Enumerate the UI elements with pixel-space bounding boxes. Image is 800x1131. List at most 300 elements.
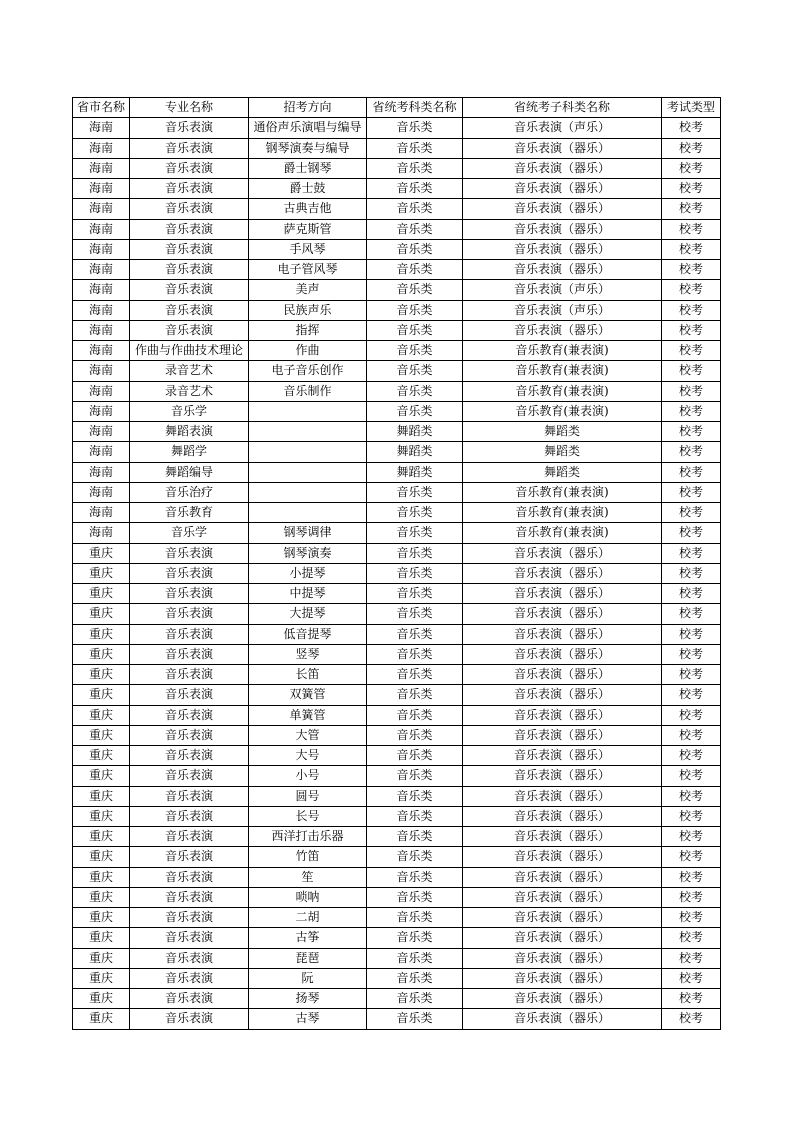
- cell-exam-category: 音乐类: [367, 604, 463, 624]
- cell-province: 海南: [73, 260, 130, 280]
- cell-major: 音乐表演: [130, 199, 249, 219]
- cell-exam-subcategory: 音乐表演（声乐）: [463, 118, 662, 138]
- cell-major: 音乐表演: [130, 644, 249, 664]
- cell-exam-category: 音乐类: [367, 563, 463, 583]
- cell-exam-category: 音乐类: [367, 867, 463, 887]
- cell-exam-subcategory: 音乐教育(兼表演): [463, 503, 662, 523]
- cell-major: 音乐表演: [130, 867, 249, 887]
- cell-direction: 中提琴: [249, 584, 367, 604]
- cell-province: 重庆: [73, 563, 130, 583]
- cell-exam-type: 校考: [662, 422, 721, 442]
- cell-major: 音乐表演: [130, 806, 249, 826]
- cell-exam-subcategory: 音乐表演（器乐）: [463, 219, 662, 239]
- table-row: [73, 604, 721, 624]
- cell-exam-subcategory: 音乐表演（器乐）: [463, 624, 662, 644]
- header-row: [73, 98, 721, 118]
- cell-province: 重庆: [73, 584, 130, 604]
- cell-direction: 萨克斯管: [249, 219, 367, 239]
- cell-province: 海南: [73, 482, 130, 502]
- table-body: [73, 118, 721, 1029]
- cell-exam-type: 校考: [662, 725, 721, 745]
- cell-direction: [249, 482, 367, 502]
- table-row: [73, 462, 721, 482]
- cell-exam-subcategory: 音乐表演（器乐）: [463, 928, 662, 948]
- cell-exam-type: 校考: [662, 158, 721, 178]
- table-row: [73, 118, 721, 138]
- cell-exam-type: 校考: [662, 908, 721, 928]
- cell-exam-type: 校考: [662, 827, 721, 847]
- cell-major: 音乐学: [130, 523, 249, 543]
- cell-direction: 通俗声乐演唱与编导: [249, 118, 367, 138]
- cell-major: 音乐表演: [130, 705, 249, 725]
- cell-direction: 音乐制作: [249, 381, 367, 401]
- cell-direction: 单簧管: [249, 705, 367, 725]
- cell-exam-category: 音乐类: [367, 584, 463, 604]
- cell-exam-category: 音乐类: [367, 624, 463, 644]
- cell-province: 海南: [73, 503, 130, 523]
- cell-exam-subcategory: 音乐表演（器乐）: [463, 685, 662, 705]
- cell-exam-subcategory: 音乐表演（器乐）: [463, 725, 662, 745]
- cell-exam-subcategory: 音乐表演（器乐）: [463, 766, 662, 786]
- cell-exam-subcategory: 音乐表演（器乐）: [463, 806, 662, 826]
- cell-exam-type: 校考: [662, 118, 721, 138]
- cell-major: 音乐表演: [130, 543, 249, 563]
- cell-exam-type: 校考: [662, 887, 721, 907]
- cell-exam-type: 校考: [662, 179, 721, 199]
- table-row: [73, 341, 721, 361]
- cell-direction: 大管: [249, 725, 367, 745]
- cell-major: 音乐表演: [130, 624, 249, 644]
- cell-exam-subcategory: 音乐表演（器乐）: [463, 887, 662, 907]
- cell-direction: [249, 442, 367, 462]
- cell-major: 作曲与作曲技术理论: [130, 341, 249, 361]
- cell-direction: 爵士钢琴: [249, 158, 367, 178]
- cell-exam-type: 校考: [662, 462, 721, 482]
- cell-major: 录音艺术: [130, 361, 249, 381]
- cell-province: 重庆: [73, 786, 130, 806]
- cell-exam-subcategory: 音乐教育(兼表演): [463, 361, 662, 381]
- cell-major: 音乐表演: [130, 948, 249, 968]
- cell-direction: 爵士鼓: [249, 179, 367, 199]
- cell-exam-type: 校考: [662, 806, 721, 826]
- cell-province: 海南: [73, 280, 130, 300]
- cell-exam-subcategory: 音乐表演（器乐）: [463, 260, 662, 280]
- table-row: [73, 523, 721, 543]
- cell-major: 音乐学: [130, 401, 249, 421]
- table-row: [73, 705, 721, 725]
- table-row: [73, 989, 721, 1009]
- cell-province: 重庆: [73, 928, 130, 948]
- cell-province: 重庆: [73, 887, 130, 907]
- cell-exam-category: 音乐类: [367, 158, 463, 178]
- header-exam-type: 考试类型: [662, 98, 721, 118]
- table-row: [73, 786, 721, 806]
- cell-major: 音乐表演: [130, 766, 249, 786]
- cell-major: 音乐表演: [130, 847, 249, 867]
- cell-exam-type: 校考: [662, 948, 721, 968]
- cell-exam-category: 音乐类: [367, 644, 463, 664]
- table-row: [73, 280, 721, 300]
- cell-province: 重庆: [73, 624, 130, 644]
- cell-exam-type: 校考: [662, 685, 721, 705]
- cell-major: 音乐表演: [130, 239, 249, 259]
- cell-exam-type: 校考: [662, 442, 721, 462]
- cell-major: 舞蹈表演: [130, 422, 249, 442]
- cell-major: 音乐表演: [130, 725, 249, 745]
- cell-province: 重庆: [73, 665, 130, 685]
- cell-exam-category: 音乐类: [367, 503, 463, 523]
- cell-direction: 古琴: [249, 1009, 367, 1029]
- cell-major: 音乐表演: [130, 138, 249, 158]
- cell-direction: 钢琴演奏与编导: [249, 138, 367, 158]
- cell-direction: [249, 503, 367, 523]
- cell-exam-subcategory: 音乐表演（声乐）: [463, 280, 662, 300]
- cell-exam-category: 音乐类: [367, 887, 463, 907]
- table-row: [73, 766, 721, 786]
- cell-major: 音乐表演: [130, 563, 249, 583]
- table-row: [73, 158, 721, 178]
- cell-major: 音乐表演: [130, 158, 249, 178]
- cell-exam-subcategory: 音乐表演（器乐）: [463, 320, 662, 340]
- cell-exam-type: 校考: [662, 867, 721, 887]
- cell-direction: 钢琴调律: [249, 523, 367, 543]
- cell-direction: 圆号: [249, 786, 367, 806]
- cell-exam-type: 校考: [662, 199, 721, 219]
- cell-direction: 小提琴: [249, 563, 367, 583]
- table-row: [73, 847, 721, 867]
- table-row: [73, 968, 721, 988]
- cell-exam-type: 校考: [662, 341, 721, 361]
- cell-direction: 电子音乐创作: [249, 361, 367, 381]
- cell-major: 音乐表演: [130, 786, 249, 806]
- table-row: [73, 1009, 721, 1029]
- cell-province: 海南: [73, 199, 130, 219]
- cell-province: 海南: [73, 179, 130, 199]
- cell-major: 音乐教育: [130, 503, 249, 523]
- cell-direction: [249, 462, 367, 482]
- table-row: [73, 725, 721, 745]
- cell-major: 音乐表演: [130, 989, 249, 1009]
- header-direction: 招考方向: [249, 98, 367, 118]
- cell-exam-category: 音乐类: [367, 948, 463, 968]
- cell-province: 重庆: [73, 989, 130, 1009]
- cell-exam-type: 校考: [662, 1009, 721, 1029]
- cell-direction: 扬琴: [249, 989, 367, 1009]
- cell-exam-category: 音乐类: [367, 239, 463, 259]
- cell-exam-type: 校考: [662, 928, 721, 948]
- table-row: [73, 806, 721, 826]
- cell-province: 海南: [73, 300, 130, 320]
- cell-direction: 长号: [249, 806, 367, 826]
- cell-province: 重庆: [73, 948, 130, 968]
- cell-exam-category: 音乐类: [367, 118, 463, 138]
- table-row: [73, 827, 721, 847]
- cell-direction: 笙: [249, 867, 367, 887]
- cell-exam-subcategory: 音乐表演（器乐）: [463, 968, 662, 988]
- admissions-table-sheet: [72, 97, 720, 1030]
- table-row: [73, 503, 721, 523]
- cell-province: 海南: [73, 462, 130, 482]
- table-row: [73, 260, 721, 280]
- table-row: [73, 665, 721, 685]
- cell-exam-subcategory: 音乐表演（器乐）: [463, 239, 662, 259]
- cell-province: 海南: [73, 219, 130, 239]
- cell-exam-subcategory: 音乐表演（器乐）: [463, 644, 662, 664]
- cell-exam-subcategory: 音乐表演（器乐）: [463, 158, 662, 178]
- cell-exam-category: 音乐类: [367, 1009, 463, 1029]
- table-row: [73, 422, 721, 442]
- table-row: [73, 644, 721, 664]
- cell-exam-category: 音乐类: [367, 968, 463, 988]
- cell-province: 海南: [73, 320, 130, 340]
- table-row: [73, 199, 721, 219]
- cell-province: 海南: [73, 422, 130, 442]
- table-row: [73, 948, 721, 968]
- cell-major: 音乐表演: [130, 584, 249, 604]
- cell-major: 录音艺术: [130, 381, 249, 401]
- cell-exam-type: 校考: [662, 503, 721, 523]
- cell-direction: 阮: [249, 968, 367, 988]
- cell-major: 音乐表演: [130, 746, 249, 766]
- cell-exam-subcategory: 音乐教育(兼表演): [463, 523, 662, 543]
- cell-exam-type: 校考: [662, 766, 721, 786]
- cell-exam-category: 音乐类: [367, 260, 463, 280]
- cell-province: 重庆: [73, 908, 130, 928]
- cell-direction: 二胡: [249, 908, 367, 928]
- cell-exam-subcategory: 音乐表演（器乐）: [463, 746, 662, 766]
- cell-exam-subcategory: 舞蹈类: [463, 462, 662, 482]
- cell-exam-category: 音乐类: [367, 219, 463, 239]
- cell-exam-category: 音乐类: [367, 827, 463, 847]
- table-row: [73, 442, 721, 462]
- cell-exam-category: 音乐类: [367, 138, 463, 158]
- cell-exam-subcategory: 音乐表演（器乐）: [463, 563, 662, 583]
- cell-exam-type: 校考: [662, 665, 721, 685]
- table-row: [73, 138, 721, 158]
- cell-major: 音乐表演: [130, 908, 249, 928]
- cell-province: 重庆: [73, 968, 130, 988]
- cell-major: 音乐表演: [130, 887, 249, 907]
- cell-direction: 西洋打击乐器: [249, 827, 367, 847]
- cell-direction: 古筝: [249, 928, 367, 948]
- cell-major: 音乐表演: [130, 179, 249, 199]
- cell-province: 海南: [73, 523, 130, 543]
- cell-exam-category: 音乐类: [367, 199, 463, 219]
- cell-major: 音乐表演: [130, 665, 249, 685]
- cell-major: 音乐表演: [130, 219, 249, 239]
- cell-exam-type: 校考: [662, 523, 721, 543]
- cell-major: 音乐表演: [130, 928, 249, 948]
- cell-exam-category: 音乐类: [367, 543, 463, 563]
- cell-exam-subcategory: 音乐表演（器乐）: [463, 989, 662, 1009]
- cell-exam-category: 舞蹈类: [367, 462, 463, 482]
- cell-direction: 唢呐: [249, 887, 367, 907]
- cell-major: 音乐表演: [130, 968, 249, 988]
- cell-exam-type: 校考: [662, 746, 721, 766]
- cell-major: 音乐表演: [130, 604, 249, 624]
- cell-province: 海南: [73, 381, 130, 401]
- cell-exam-category: 音乐类: [367, 179, 463, 199]
- header-province: 省市名称: [73, 98, 130, 118]
- cell-exam-type: 校考: [662, 138, 721, 158]
- cell-province: 重庆: [73, 725, 130, 745]
- cell-direction: 民族声乐: [249, 300, 367, 320]
- cell-province: 重庆: [73, 766, 130, 786]
- cell-exam-type: 校考: [662, 604, 721, 624]
- cell-province: 重庆: [73, 604, 130, 624]
- table-row: [73, 239, 721, 259]
- cell-exam-category: 音乐类: [367, 806, 463, 826]
- cell-exam-category: 音乐类: [367, 361, 463, 381]
- table-row: [73, 887, 721, 907]
- cell-province: 海南: [73, 138, 130, 158]
- cell-exam-category: 舞蹈类: [367, 442, 463, 462]
- cell-exam-subcategory: 音乐表演（声乐）: [463, 300, 662, 320]
- cell-major: 音乐表演: [130, 1009, 249, 1029]
- cell-exam-type: 校考: [662, 260, 721, 280]
- cell-exam-category: 音乐类: [367, 320, 463, 340]
- cell-province: 海南: [73, 442, 130, 462]
- cell-direction: 双簧管: [249, 685, 367, 705]
- table-row: [73, 867, 721, 887]
- cell-exam-type: 校考: [662, 361, 721, 381]
- cell-major: 音乐表演: [130, 260, 249, 280]
- cell-exam-type: 校考: [662, 705, 721, 725]
- cell-direction: 小号: [249, 766, 367, 786]
- cell-exam-type: 校考: [662, 320, 721, 340]
- cell-province: 重庆: [73, 1009, 130, 1029]
- cell-direction: 美声: [249, 280, 367, 300]
- header-exam-subcategory: 省统考子科类名称: [463, 98, 662, 118]
- cell-province: 海南: [73, 361, 130, 381]
- table-row: [73, 908, 721, 928]
- cell-exam-category: 舞蹈类: [367, 422, 463, 442]
- cell-province: 海南: [73, 239, 130, 259]
- cell-major: 音乐表演: [130, 118, 249, 138]
- cell-exam-type: 校考: [662, 563, 721, 583]
- admissions-table: [72, 97, 721, 1030]
- cell-exam-type: 校考: [662, 989, 721, 1009]
- table-row: [73, 685, 721, 705]
- cell-exam-category: 音乐类: [367, 401, 463, 421]
- cell-exam-category: 音乐类: [367, 381, 463, 401]
- cell-exam-category: 音乐类: [367, 665, 463, 685]
- cell-exam-category: 音乐类: [367, 847, 463, 867]
- table-row: [73, 320, 721, 340]
- cell-exam-category: 音乐类: [367, 908, 463, 928]
- table-row: [73, 482, 721, 502]
- cell-exam-type: 校考: [662, 847, 721, 867]
- cell-exam-subcategory: 音乐教育(兼表演): [463, 341, 662, 361]
- cell-exam-type: 校考: [662, 381, 721, 401]
- cell-exam-category: 音乐类: [367, 989, 463, 1009]
- table-row: [73, 300, 721, 320]
- cell-exam-type: 校考: [662, 968, 721, 988]
- cell-exam-subcategory: 音乐表演（器乐）: [463, 604, 662, 624]
- cell-major: 音乐表演: [130, 685, 249, 705]
- cell-exam-category: 音乐类: [367, 746, 463, 766]
- cell-exam-subcategory: 音乐表演（器乐）: [463, 705, 662, 725]
- cell-direction: 低音提琴: [249, 624, 367, 644]
- cell-exam-type: 校考: [662, 786, 721, 806]
- cell-province: 重庆: [73, 867, 130, 887]
- table-row: [73, 584, 721, 604]
- cell-exam-category: 音乐类: [367, 523, 463, 543]
- cell-exam-subcategory: 音乐教育(兼表演): [463, 381, 662, 401]
- cell-exam-subcategory: 音乐表演（器乐）: [463, 867, 662, 887]
- table-row: [73, 624, 721, 644]
- table-row: [73, 179, 721, 199]
- cell-exam-subcategory: 舞蹈类: [463, 442, 662, 462]
- cell-direction: 长笛: [249, 665, 367, 685]
- cell-direction: 竹笛: [249, 847, 367, 867]
- cell-exam-subcategory: 音乐表演（器乐）: [463, 827, 662, 847]
- cell-major: 音乐表演: [130, 280, 249, 300]
- table-row: [73, 219, 721, 239]
- cell-direction: [249, 422, 367, 442]
- cell-province: 海南: [73, 341, 130, 361]
- cell-exam-type: 校考: [662, 219, 721, 239]
- cell-exam-type: 校考: [662, 482, 721, 502]
- table-header: [73, 98, 721, 118]
- cell-exam-type: 校考: [662, 280, 721, 300]
- cell-exam-subcategory: 音乐表演（器乐）: [463, 138, 662, 158]
- cell-province: 重庆: [73, 685, 130, 705]
- cell-province: 重庆: [73, 827, 130, 847]
- cell-province: 重庆: [73, 847, 130, 867]
- cell-major: 音乐治疗: [130, 482, 249, 502]
- table-row: [73, 746, 721, 766]
- cell-major: 音乐表演: [130, 300, 249, 320]
- cell-exam-subcategory: 音乐表演（器乐）: [463, 543, 662, 563]
- cell-province: 海南: [73, 118, 130, 138]
- cell-exam-type: 校考: [662, 624, 721, 644]
- cell-exam-subcategory: 音乐教育(兼表演): [463, 401, 662, 421]
- cell-exam-type: 校考: [662, 543, 721, 563]
- cell-province: 重庆: [73, 705, 130, 725]
- cell-direction: 古典吉他: [249, 199, 367, 219]
- cell-direction: 钢琴演奏: [249, 543, 367, 563]
- cell-exam-category: 音乐类: [367, 786, 463, 806]
- cell-province: 重庆: [73, 543, 130, 563]
- cell-exam-subcategory: 音乐教育(兼表演): [463, 482, 662, 502]
- cell-exam-category: 音乐类: [367, 300, 463, 320]
- cell-exam-type: 校考: [662, 239, 721, 259]
- header-major: 专业名称: [130, 98, 249, 118]
- cell-exam-subcategory: 音乐表演（器乐）: [463, 1009, 662, 1029]
- cell-exam-category: 音乐类: [367, 705, 463, 725]
- cell-exam-subcategory: 音乐表演（器乐）: [463, 908, 662, 928]
- cell-exam-subcategory: 音乐表演（器乐）: [463, 199, 662, 219]
- cell-exam-type: 校考: [662, 401, 721, 421]
- cell-province: 重庆: [73, 746, 130, 766]
- cell-exam-subcategory: 音乐表演（器乐）: [463, 786, 662, 806]
- table-row: [73, 563, 721, 583]
- cell-province: 重庆: [73, 806, 130, 826]
- cell-exam-subcategory: 音乐表演（器乐）: [463, 584, 662, 604]
- cell-direction: 手风琴: [249, 239, 367, 259]
- cell-direction: 琵琶: [249, 948, 367, 968]
- cell-exam-category: 音乐类: [367, 766, 463, 786]
- cell-exam-subcategory: 音乐表演（器乐）: [463, 847, 662, 867]
- cell-exam-category: 音乐类: [367, 928, 463, 948]
- table-row: [73, 543, 721, 563]
- cell-exam-category: 音乐类: [367, 482, 463, 502]
- cell-exam-category: 音乐类: [367, 725, 463, 745]
- table-row: [73, 401, 721, 421]
- cell-exam-category: 音乐类: [367, 341, 463, 361]
- cell-direction: 指挥: [249, 320, 367, 340]
